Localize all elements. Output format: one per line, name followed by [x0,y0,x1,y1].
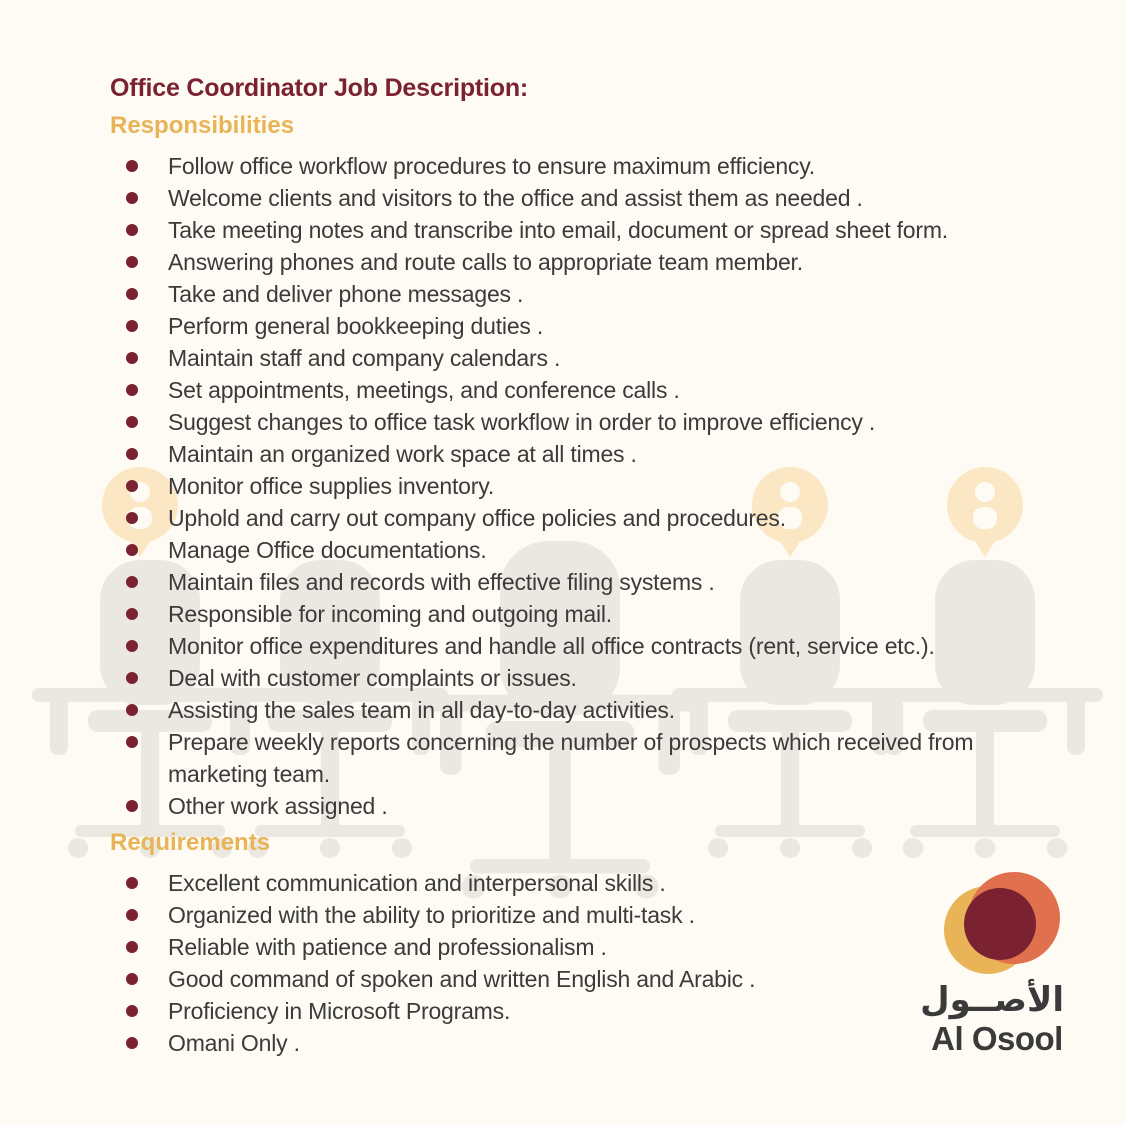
list-item-text: Omani Only . [168,1030,300,1056]
list-item [126,963,1026,995]
list-item-text: Suggest changes to office task workflow in order to improve efficiency . [168,409,876,435]
bullet-icon [126,941,138,953]
list-item [126,534,1026,566]
list-item-text: Proficiency in Microsoft Programs. [168,998,511,1024]
list-item [126,470,1026,502]
bullet-icon [126,544,138,556]
bullet-icon [126,288,138,300]
list-item [126,630,1026,662]
list-item-text: Take meeting notes and transcribe into email, document or spread sheet form. [168,217,948,243]
list-item [126,899,1026,931]
list-item-text: Other work assigned . [168,793,388,819]
bullet-icon [126,672,138,684]
bullet-icon [126,640,138,652]
list-item-text: Assisting the sales team in all day-to-day activities. [168,697,675,723]
list-item-text: Prepare weekly reports concerning the number of prospects which received from marketing team. [168,729,974,787]
list-item-text: Good command of spoken and written English and Arabic . [168,966,756,992]
list-item [126,214,1026,246]
bullet-icon [126,480,138,492]
list-item [126,438,1026,470]
bullet-icon [126,448,138,460]
list-item [126,790,1026,822]
bullet-icon [126,352,138,364]
list-item-text: Welcome clients and visitors to the office and assist them as needed . [168,185,863,211]
bullet-icon [126,877,138,889]
logo-circles-icon [930,868,1070,980]
list-item [126,598,1026,630]
list-item [126,931,1026,963]
bullet-icon [126,704,138,716]
list-item-text: Responsible for incoming and outgoing mail. [168,601,612,627]
list-item-text: Uphold and carry out company office policies and procedures. [168,505,786,531]
bullet-icon [126,973,138,985]
logo-english-text: Al Osool [931,1020,1063,1057]
bullet-icon [126,512,138,524]
list-item-text: Manage Office documentations. [168,537,487,563]
list-item [126,278,1026,310]
requirements-heading: Requirements [110,829,271,856]
list-item-text: Reliable with patience and professionalism . [168,934,607,960]
list-item [126,662,1026,694]
list-item [126,406,1026,438]
list-item [126,1027,1026,1059]
list-item-text: Organized with the ability to prioritize and multi-task . [168,902,695,928]
list-item [126,374,1026,406]
list-item [126,867,1026,899]
page-title: Office Coordinator Job Description: [110,74,529,102]
bullet-icon [126,384,138,396]
bullet-icon [126,800,138,812]
bullet-icon [126,256,138,268]
list-item [126,995,1026,1027]
al-osool-logo [920,868,1070,1058]
list-item-text: Monitor office supplies inventory. [168,473,495,499]
responsibilities-list [126,150,1026,822]
bullet-icon [126,160,138,172]
list-item-text: Maintain an organized work space at all times . [168,441,637,467]
bullet-icon [126,224,138,236]
bullet-icon [126,1005,138,1017]
list-item [126,246,1026,278]
list-item [126,310,1026,342]
list-item-text: Follow office workflow procedures to ensure maximum efficiency. [168,153,815,179]
list-item-text: Maintain staff and company calendars . [168,345,561,371]
list-item [126,182,1026,214]
list-item [126,342,1026,374]
requirements-list [126,867,1026,1059]
list-item-text: Perform general bookkeeping duties . [168,313,544,339]
list-item [126,150,1026,182]
list-item-text: Set appointments, meetings, and conference calls . [168,377,680,403]
bullet-icon [126,576,138,588]
bullet-icon [126,192,138,204]
list-item [126,502,1026,534]
list-item-text: Deal with customer complaints or issues. [168,665,577,691]
list-item [126,566,1026,598]
list-item-text: Monitor office expenditures and handle all office contracts (rent, service etc.). [168,633,935,659]
list-item-text: Answering phones and route calls to appropriate team member. [168,249,803,275]
bullet-icon [126,416,138,428]
list-item-text: Take and deliver phone messages . [168,281,524,307]
bullet-icon [126,608,138,620]
bullet-icon [126,320,138,332]
responsibilities-heading: Responsibilities [110,112,295,139]
list-item [126,726,988,790]
bullet-icon [126,736,138,748]
logo-arabic-text: الأصــول [920,980,1064,1020]
bullet-icon [126,909,138,921]
bullet-icon [126,1037,138,1049]
list-item-text: Maintain files and records with effective filing systems . [168,569,715,595]
list-item-text: Excellent communication and interpersonal skills . [168,870,666,896]
list-item [126,694,1026,726]
